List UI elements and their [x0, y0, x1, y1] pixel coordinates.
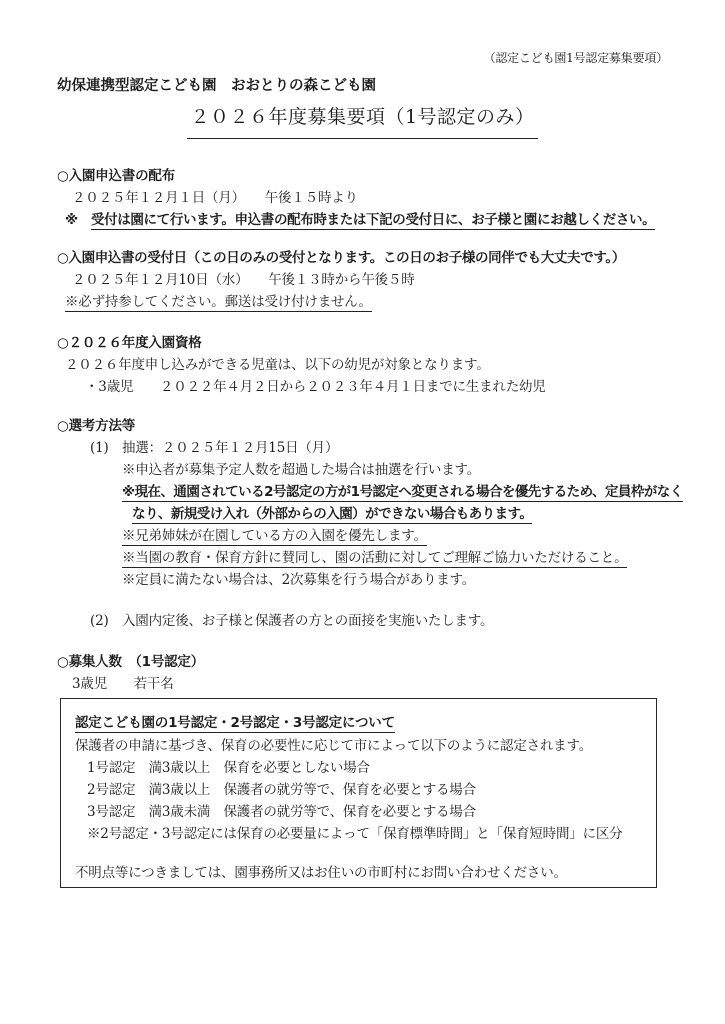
- section-eligibility: [57, 332, 668, 398]
- section-heading: ○入園申込書の配布: [57, 168, 175, 184]
- selection-note-priority-1: [57, 481, 683, 503]
- section-heading: ○選考方法等: [57, 418, 136, 434]
- selection-item-2: [57, 610, 668, 632]
- note-text: ※当園の教育・保育方針に賛同し、園の活動に対してご理解ご協力いただけること。: [122, 550, 628, 566]
- info-box-item: 2号認定 満3歳以上 保護者の就労等で、保育を必要とする場合: [87, 782, 476, 798]
- section-heading: ○２０２６年度入園資格: [57, 335, 202, 351]
- distribution-note-text: 受付は園にて行います。申込書の配布時または下記の受付日に、お子様と園にお越しください。: [90, 212, 656, 228]
- selection-note-secondary: ※定員に満たない場合は、2次募集を行う場合があります。: [122, 572, 476, 588]
- info-box-item: 1号認定 満3歳以上 保育を必要としない場合: [87, 760, 370, 776]
- section-heading: ○入園申込書の受付日（この日のみの受付となります。この日のお子様の同伴でも大丈夫です。）: [57, 250, 625, 266]
- reception-note-text: ※必ず持参してください。郵送は受け付けません。: [65, 294, 372, 310]
- title-row: [57, 101, 668, 139]
- distribution-date-line: ２０２５年１２月１日（月） 午後１５時より: [72, 190, 358, 206]
- selection-item-1: [57, 437, 668, 459]
- note-text: ※兄弟姉妹が在園している方の入園を優先します。: [122, 528, 427, 544]
- selection-note-policy: [57, 547, 668, 569]
- info-box-title-row: [75, 710, 642, 735]
- note-text: なり、新規受け入れ（外部からの入園）ができない場合もあります。: [132, 506, 533, 522]
- page-title: ２０２６年度募集要項（1号認定のみ）: [187, 101, 537, 139]
- note-mark: ※: [65, 212, 91, 228]
- reception-note-line: [57, 291, 668, 313]
- selection-note-sibling: [57, 525, 668, 547]
- reception-date-line: ２０２５年１２月10日（水） 午後１３時から午後５時: [72, 272, 415, 288]
- eligibility-item-line: ・3歳児 ２０２２年４月２日から２０２３年４月１日までに生まれた幼児: [85, 379, 546, 395]
- info-box-item: 3号認定 満3歳未満 保護者の就労等で、保育を必要とする場合: [87, 804, 476, 820]
- item-text: 入園内定後、お子様と保護者の方との面接を実施いたします。: [122, 613, 494, 629]
- item-number: (2): [90, 613, 109, 629]
- item-number: (1): [90, 440, 109, 456]
- selection-note-priority-2: [57, 503, 668, 525]
- section-application-reception: [57, 247, 668, 313]
- info-box-intro: 保護者の申請に基づき、保育の必要性に応じて市によって以下のように認定されます。: [75, 738, 593, 754]
- section-capacity: [57, 651, 668, 695]
- info-box-title: 認定こども園の1号認定・2号認定・3号認定について: [75, 715, 395, 731]
- eligibility-intro-line: ２０２６年度申し込みができる児童は、以下の幼児が対象となります。: [65, 357, 490, 373]
- capacity-detail-line: 3歳児 若干名: [72, 676, 174, 692]
- note-text: ※現在、通園されている2号認定の方が1号認定へ変更される場合を優先するため、定員枠がなく: [122, 484, 683, 500]
- info-box-item: ※2号認定・3号認定には保育の必要量によって「保育標準時間」と「保育短時間」に区分: [87, 826, 623, 842]
- selection-note-lottery: ※申込者が募集予定人数を超過した場合は抽選を行います。: [122, 462, 481, 478]
- organization-name: 幼保連携型認定こども園 おおとりの森こども園: [57, 78, 376, 94]
- item-text: 抽選：２０２５年１２月15日（月）: [122, 440, 339, 456]
- distribution-note-line: [57, 209, 668, 231]
- section-heading: ○募集人数 （1号認定）: [57, 654, 205, 670]
- corner-note: （認定こども園1号認定募集要項）: [483, 51, 668, 65]
- section-application-distribution: [57, 165, 668, 231]
- certification-info-box: [60, 698, 657, 888]
- section-selection-method: [57, 415, 683, 632]
- info-box-footer: 不明点等につきましては、園事務所又はお住いの市町村にお問い合わせください。: [75, 865, 567, 881]
